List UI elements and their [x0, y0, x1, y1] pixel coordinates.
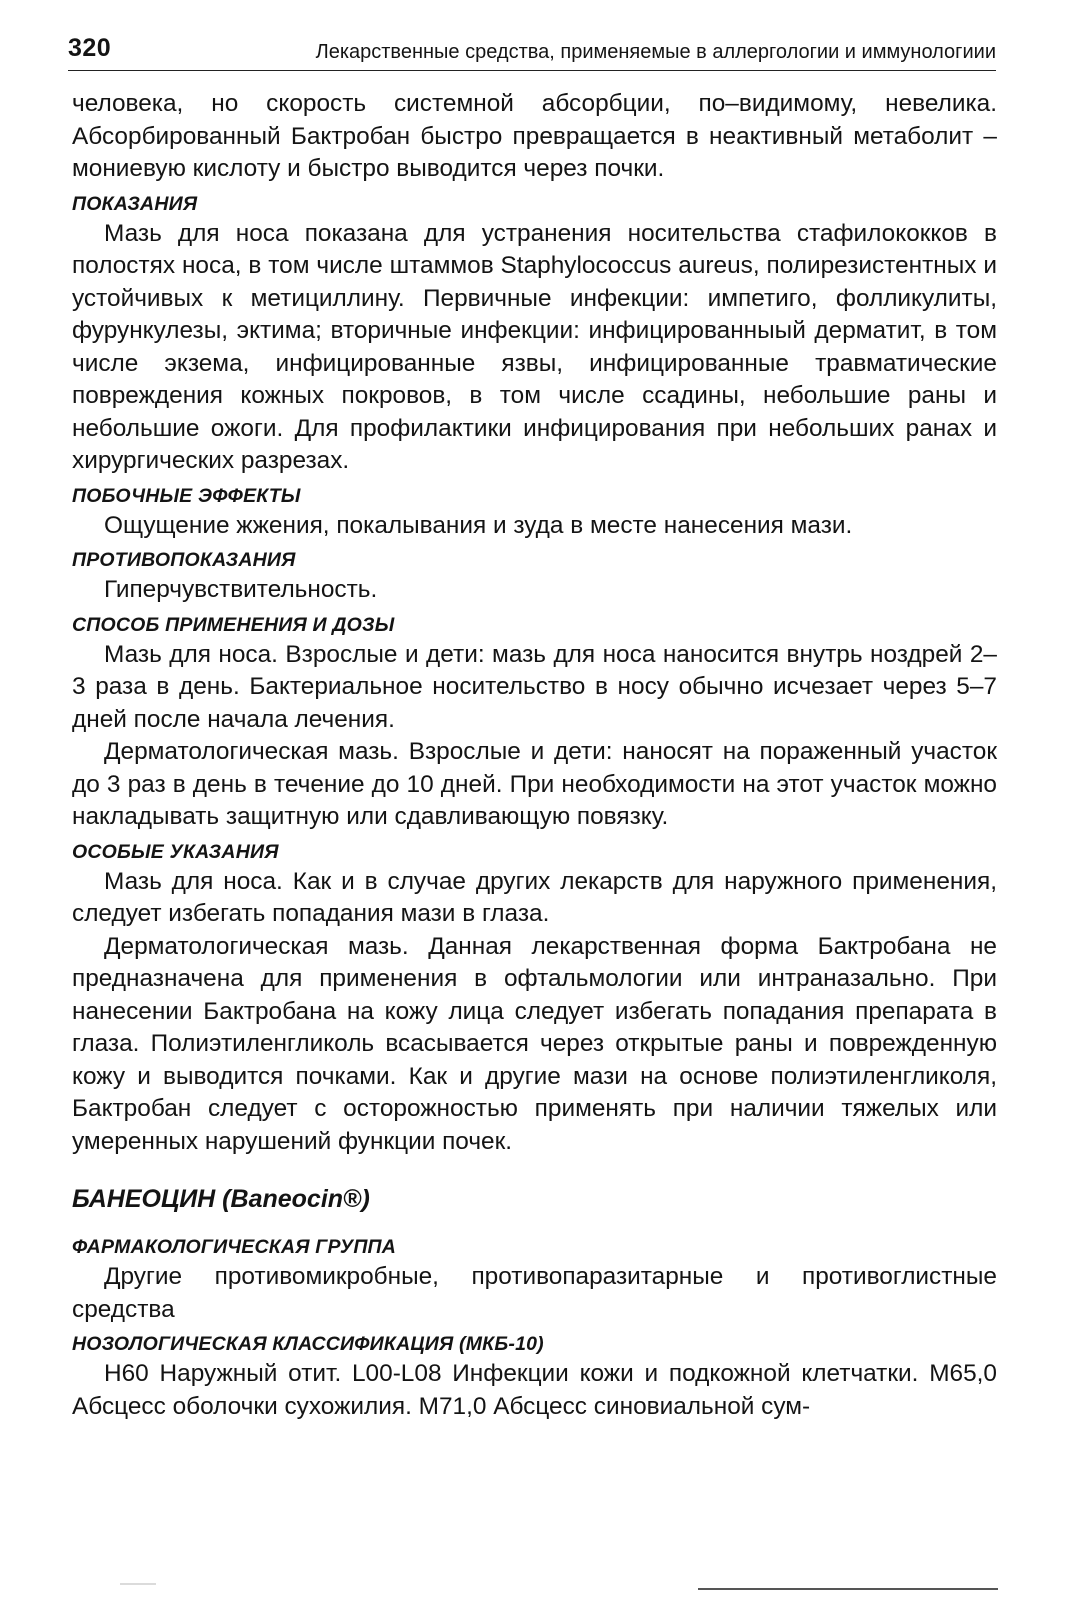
page-content: [72, 88, 997, 1423]
nosology-text: H60 Наружный отит. L00-L08 Инфекции кожи и подкожной клетчатки. M65,0 Абсцесс оболочки сухожилия. M71,0 Абсцесс синовиальной сум-: [72, 1360, 997, 1420]
intro-paragraph: человека, но скорость системной абсорбции, по–видимому, невелика. Абсорбированный Бактробан быстро превращается в неактивный метаболит – мониевую кислоту и быстро выводится через почки.: [72, 90, 997, 182]
dosage-heading: СПОСОБ ПРИМЕНЕНИЯ И ДОЗЫ: [72, 613, 395, 636]
scan-artifact: [120, 1583, 156, 1585]
dosage-paragraph-dermal: Дерматологическая мазь. Взрослые и дети: наносят на пораженный участок до 3 раз в день в течение до 10 дней. При необходимости на этот участок можно накладывать защитную или сдавливающую повязку.: [72, 738, 997, 830]
contraindications-heading: ПРОТИВОПОКАЗАНИЯ: [72, 549, 296, 571]
drug-title: БАНЕОЦИН (Baneocin®): [72, 1185, 370, 1213]
side-effects-text: Ощущение жжения, покалывания и зуда в месте нанесения мази.: [104, 511, 853, 539]
running-title: Лекарственные средства, применяемые в аллергологии и иммунологиии: [315, 41, 996, 63]
special-notes-paragraph-nasal: Мазь для носа. Как и в случае других лекарств для наружного применения, следует избегать попадания мази в глаза.: [72, 867, 997, 927]
dosage-paragraph-nasal: Мазь для носа. Взрослые и дети: мазь для носа наносится внутрь ноздрей 2–3 раза в день. Бактериальное носительство в носу обычно исчезает через 5–7 дней после начала лечения.: [72, 640, 997, 733]
bottom-rule: [698, 1588, 998, 1590]
side-effects-heading: ПОБОЧНЫЕ ЭФФЕКТЫ: [72, 484, 301, 507]
special-notes-heading: ОСОБЫЕ УКАЗАНИЯ: [72, 840, 279, 863]
pharm-group-text: Другие противомикробные, противопаразитарные и противоглистные средства: [72, 1263, 997, 1323]
indications-heading: ПОКАЗАНИЯ: [72, 192, 198, 215]
contraindications-text: Гиперчувствительность.: [104, 576, 378, 603]
pharm-group-heading: ФАРМАКОЛОГИЧЕСКАЯ ГРУППА: [72, 1236, 397, 1258]
nosology-heading: НОЗОЛОГИЧЕСКАЯ КЛАССИФИКАЦИЯ (МКБ-10): [72, 1333, 544, 1355]
page-header: [68, 28, 996, 71]
indications-text: Мазь для носа показана для устранения носительства стафилококков в полостях носа, в том числе штаммов Staphylococcus aureus, полирезистентных и устойчивых к метициллину. Первичные инфекции: импетиго, фолликулиты, фурункулезы, эктима; вторичные инфекции: инфицированныый дерматит, в том числе экзема, инфицированные язвы, инфицированные травматические повреждения кожных покровов, в том числе ссадины, небольшие раны и небольшие ожоги. Для профилактики инфицирования при небольших ранах и хирургических разрезах.: [72, 219, 997, 474]
page-number: 320: [68, 34, 112, 62]
special-notes-paragraph-dermal: Дерматологическая мазь. Данная лекарственная форма Бактробана не предназначена для применения в офтальмологии или интраназально. При нанесении Бактробана на кожу лица следует избегать попадания препарата в глаза. Полиэтиленгликоль всасывается через открытые раны и поврежденную кожу и выводится почками. Как и другие мази на основе полиэтиленгликоля, Бактробан следует с осторожностью применять при наличии тяжелых или умеренных нарушений функции почек.: [72, 932, 997, 1155]
